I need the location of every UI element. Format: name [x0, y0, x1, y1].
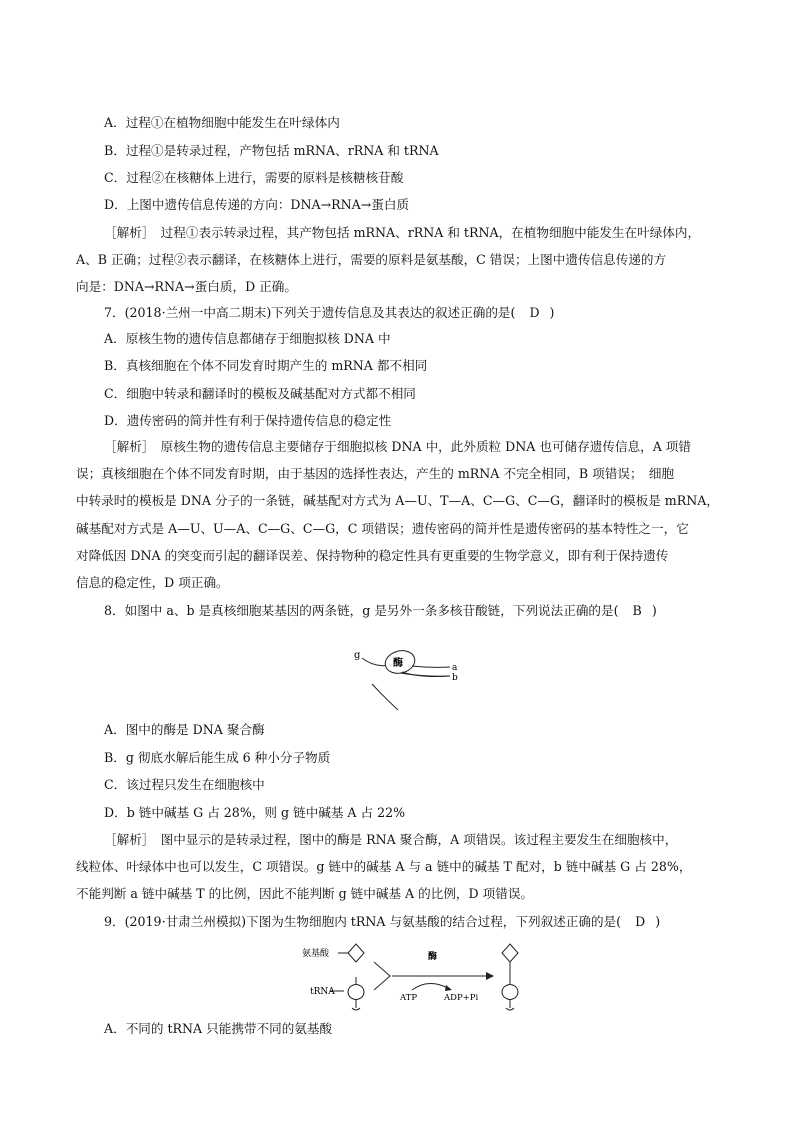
amino-acid-label: 氨基酸: [302, 949, 330, 959]
q8-option-d: D．b 链中碱基 G 占 28%，则 g 链中碱基 A 占 22%: [104, 805, 406, 820]
atp-curve: [412, 983, 448, 990]
q7-answer: D: [529, 305, 540, 320]
a-strand: [412, 666, 450, 667]
q7-analysis-line: 误；真核细胞在个体不同发育时期，由于基因的选择性表达，产生的 mRNA 不完全相同，B 项错误； 细胞: [76, 466, 675, 481]
q6-analysis-line: 向是：DNA→RNA→蛋白质，D 正确。: [76, 279, 297, 294]
q7-stem-text: 7．(2018·兰州一中高二期末)下列关于遗传信息及其表达的叙述正确的是(: [104, 305, 516, 320]
amino-acid-diamond-right: [502, 944, 518, 962]
q8-option-b: B．g 彻底水解后能生成 6 种小分子物质: [104, 750, 331, 765]
amino-acid-diamond-left: [348, 944, 364, 962]
q6-option-d: D．上图中遗传信息传递的方向：DNA→RNA→蛋白质: [104, 197, 410, 212]
g-label: g: [354, 650, 361, 661]
q7-stem-end: ): [549, 305, 555, 320]
q8-analysis-line: ［解析］ 图中显示的是转录过程，图中的酶是 RNA 聚合酶，A 项错误。该过程主要发生在细胞核中，: [104, 832, 678, 847]
trna-label: tRNA: [310, 987, 335, 997]
q7-analysis-line: 碱基配对方式是 A—U、U—A、C—G、C—G，C 项错误；遗传密码的简并性是遗传密码的基本特性之一，它: [76, 521, 689, 536]
q9-answer: D: [635, 914, 646, 929]
q7-analysis-line: 对降低因 DNA 的突变而引起的翻译误差、保持物种的稳定性具有更重要的生物学意义，即有利于保持遗传: [76, 548, 669, 563]
q6-option-b: B．过程①是转录过程，产物包括 mRNA、rRNA 和 tRNA: [104, 143, 439, 158]
q8-option-c: C．该过程只发生在细胞核中: [104, 777, 265, 792]
q6-option-c: C．过程②在核糖体上进行，需要的原料是核糖核苷酸: [104, 170, 404, 185]
q8-stem: [104, 601, 657, 621]
q8-stem-end: ): [651, 603, 657, 618]
q9-stem: [104, 912, 660, 932]
q8-analysis-line: 线粒体、叶绿体中也可以发生，C 项错误。g 链中的碱基 A 与 a 链中的碱基 T 配对，b 链中碱基 G 占 28%，: [76, 859, 692, 874]
q7-option-b: B．真核细胞在个体不同发育时期产生的 mRNA 都不相同: [104, 358, 428, 373]
q6-option-a: A．过程①在植物细胞中能发生在叶绿体内: [104, 115, 340, 130]
q8-stem-text: 8．如图中 a、b 是真核细胞某基因的两条链，g 是另外一条多核苷酸链，下列说法正确的是(: [104, 603, 619, 618]
enzyme-label-9: 酶: [428, 952, 438, 962]
q6-analysis-line: ［解析］ 过程①表示转录过程，其产物包括 mRNA、rRNA 和 tRNA，在植物细胞中能发生在叶绿体内，: [104, 225, 701, 240]
atp-label: ATP: [400, 993, 418, 1003]
q8-option-a: A．图中的酶是 DNA 聚合酶: [104, 722, 265, 737]
trna-cloverleaf-right: [502, 962, 518, 1010]
q9-stem-text: 9．(2019·甘肃兰州模拟)下图为生物细胞内 tRNA 与氨基酸的结合过程，下列叙述正确的是(: [104, 914, 622, 929]
q7-option-d: D．遗传密码的简并性有利于保持遗传信息的稳定性: [104, 413, 392, 428]
q7-option-a: A．原核生物的遗传信息都储存于细胞拟核 DNA 中: [104, 331, 391, 346]
q8-answer: B: [632, 603, 642, 618]
trna-cloverleaf-left: [348, 977, 364, 1010]
q8-analysis-line: 不能判断 a 链中碱基 T 的比例，因此不能判断 g 链中碱基 A 的比例，D 项错误。: [76, 886, 534, 901]
q9-stem-end: ): [655, 914, 661, 929]
q7-analysis-line: ［解析］ 原核生物的遗传信息主要储存于细胞拟核 DNA 中，此外质粒 DNA 也可储存遗传信息，A 项错: [104, 439, 691, 454]
atp-curve-head: [445, 985, 452, 991]
adp-label: ADP+Pi: [444, 993, 479, 1003]
b-label: b: [452, 673, 458, 683]
q6-analysis-line: A、B 正确；过程②表示翻译，在核糖体上进行，需要的原料是氨基酸，C 错误；上图中遗传信息传递的方: [76, 252, 667, 267]
a-label: a: [452, 663, 458, 673]
q7-analysis-line: 信息的稳定性，D 项正确。: [76, 575, 229, 590]
transcription-diagram: [350, 640, 480, 715]
q9-option-a: A．不同的 tRNA 只能携带不同的氨基酸: [104, 1021, 333, 1036]
q7-analysis-line: 中转录时的模板是 DNA 分子的一条链，碱基配对方式为 A—U、T—A、C—G、C—G，翻译时的模板是 mRNA，: [76, 493, 719, 508]
trna-aminoacid-diagram: [300, 942, 530, 1017]
q7-stem: [104, 303, 554, 323]
enzyme-label: 酶: [393, 658, 403, 669]
b-strand-bottom: [372, 684, 398, 710]
reaction-arrowhead: [486, 972, 494, 980]
q7-option-c: C．细胞中转录和翻译时的模板及碱基配对方式都不相同: [104, 386, 416, 401]
enzyme-bracket: [374, 962, 390, 990]
